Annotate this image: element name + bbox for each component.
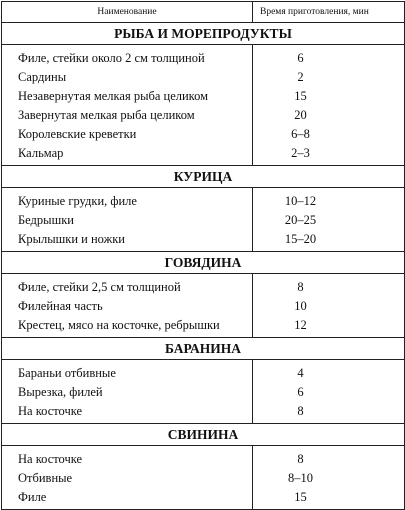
section-header-row [2, 338, 405, 360]
table-header-row [2, 2, 405, 23]
cooking-time-value: 10–12 [284, 194, 317, 208]
cooking-time-cell [253, 68, 405, 87]
column-header-name: Наименование [2, 2, 253, 23]
table-row [2, 211, 405, 230]
cooking-time-cell [253, 274, 405, 298]
table-row [2, 125, 405, 144]
table-row [2, 188, 405, 212]
cooking-time-value: 8–10 [288, 471, 313, 485]
section-title: КУРИЦА [2, 166, 405, 188]
item-name-cell: Крестец, мясо на косточке, ребрышки [2, 316, 253, 338]
cooking-time-cell [253, 360, 405, 384]
section-title: РЫБА И МОРЕПРОДУКТЫ [2, 23, 405, 45]
table-row [2, 316, 405, 338]
section-header-row [2, 252, 405, 274]
table-row [2, 144, 405, 166]
cooking-time-value: 6–8 [291, 127, 310, 141]
cooking-time-value: 2–3 [291, 146, 310, 160]
item-name-cell: Кальмар [2, 144, 253, 166]
cooking-time-cell [253, 488, 405, 510]
item-name-cell: Филе, стейки 2,5 см толщиной [2, 274, 253, 298]
cooking-time-cell [253, 211, 405, 230]
table-row [2, 297, 405, 316]
cooking-time-cell [253, 87, 405, 106]
section-header-row [2, 23, 405, 45]
section-title: ГОВЯДИНА [2, 252, 405, 274]
table-row [2, 469, 405, 488]
cooking-time-value: 2 [297, 70, 304, 84]
cooking-time-cell [253, 402, 405, 424]
cooking-time-value: 20 [294, 108, 307, 122]
item-name-cell: Крылышки и ножки [2, 230, 253, 252]
cooking-time-cell [253, 230, 405, 252]
item-name-cell: Вырезка, филей [2, 383, 253, 402]
cooking-time-cell [253, 383, 405, 402]
item-name-cell: Незавернутая мелкая рыба целиком [2, 87, 253, 106]
table-row [2, 274, 405, 298]
cooking-time-table-container [1, 1, 404, 504]
cooking-time-cell [253, 144, 405, 166]
cooking-time-cell [253, 188, 405, 212]
item-name-cell: Филейная часть [2, 297, 253, 316]
cooking-time-value: 15 [294, 89, 307, 103]
cooking-time-value: 12 [294, 318, 307, 332]
table-row [2, 230, 405, 252]
cooking-time-cell [253, 316, 405, 338]
cooking-time-value: 20–25 [284, 213, 317, 227]
table-row [2, 68, 405, 87]
cooking-time-cell [253, 446, 405, 470]
section-header-row [2, 424, 405, 446]
column-header-time: Время приготовления, мин [253, 2, 405, 23]
item-name-cell: Куриные грудки, филе [2, 188, 253, 212]
item-name-cell: Королевские креветки [2, 125, 253, 144]
table-body [2, 23, 405, 510]
cooking-time-value: 8 [297, 280, 304, 294]
table-row [2, 45, 405, 69]
cooking-time-cell [253, 45, 405, 69]
item-name-cell: На косточке [2, 446, 253, 470]
cooking-time-value: 4 [297, 366, 304, 380]
cooking-time-value: 8 [297, 452, 304, 466]
item-name-cell: Филе, стейки около 2 см толщиной [2, 45, 253, 69]
item-name-cell: На косточке [2, 402, 253, 424]
cooking-time-value: 6 [297, 51, 304, 65]
table-row [2, 402, 405, 424]
table-row [2, 87, 405, 106]
cooking-time-cell [253, 125, 405, 144]
cooking-time-cell [253, 297, 405, 316]
cooking-time-value: 8 [297, 404, 304, 418]
cooking-time-value: 15 [294, 490, 307, 504]
cooking-time-value: 6 [297, 385, 304, 399]
section-title: СВИНИНА [2, 424, 405, 446]
cooking-time-value: 10 [294, 299, 307, 313]
item-name-cell: Отбивные [2, 469, 253, 488]
item-name-cell: Филе [2, 488, 253, 510]
cooking-time-cell [253, 469, 405, 488]
table-row [2, 106, 405, 125]
item-name-cell: Бедрышки [2, 211, 253, 230]
cooking-time-value: 15–20 [284, 232, 317, 246]
section-header-row [2, 166, 405, 188]
table-row [2, 360, 405, 384]
cooking-time-table [1, 1, 405, 510]
table-row [2, 383, 405, 402]
table-row [2, 446, 405, 470]
item-name-cell: Сардины [2, 68, 253, 87]
table-row [2, 488, 405, 510]
item-name-cell: Завернутая мелкая рыба целиком [2, 106, 253, 125]
item-name-cell: Бараньи отбивные [2, 360, 253, 384]
cooking-time-cell [253, 106, 405, 125]
section-title: БАРАНИНА [2, 338, 405, 360]
